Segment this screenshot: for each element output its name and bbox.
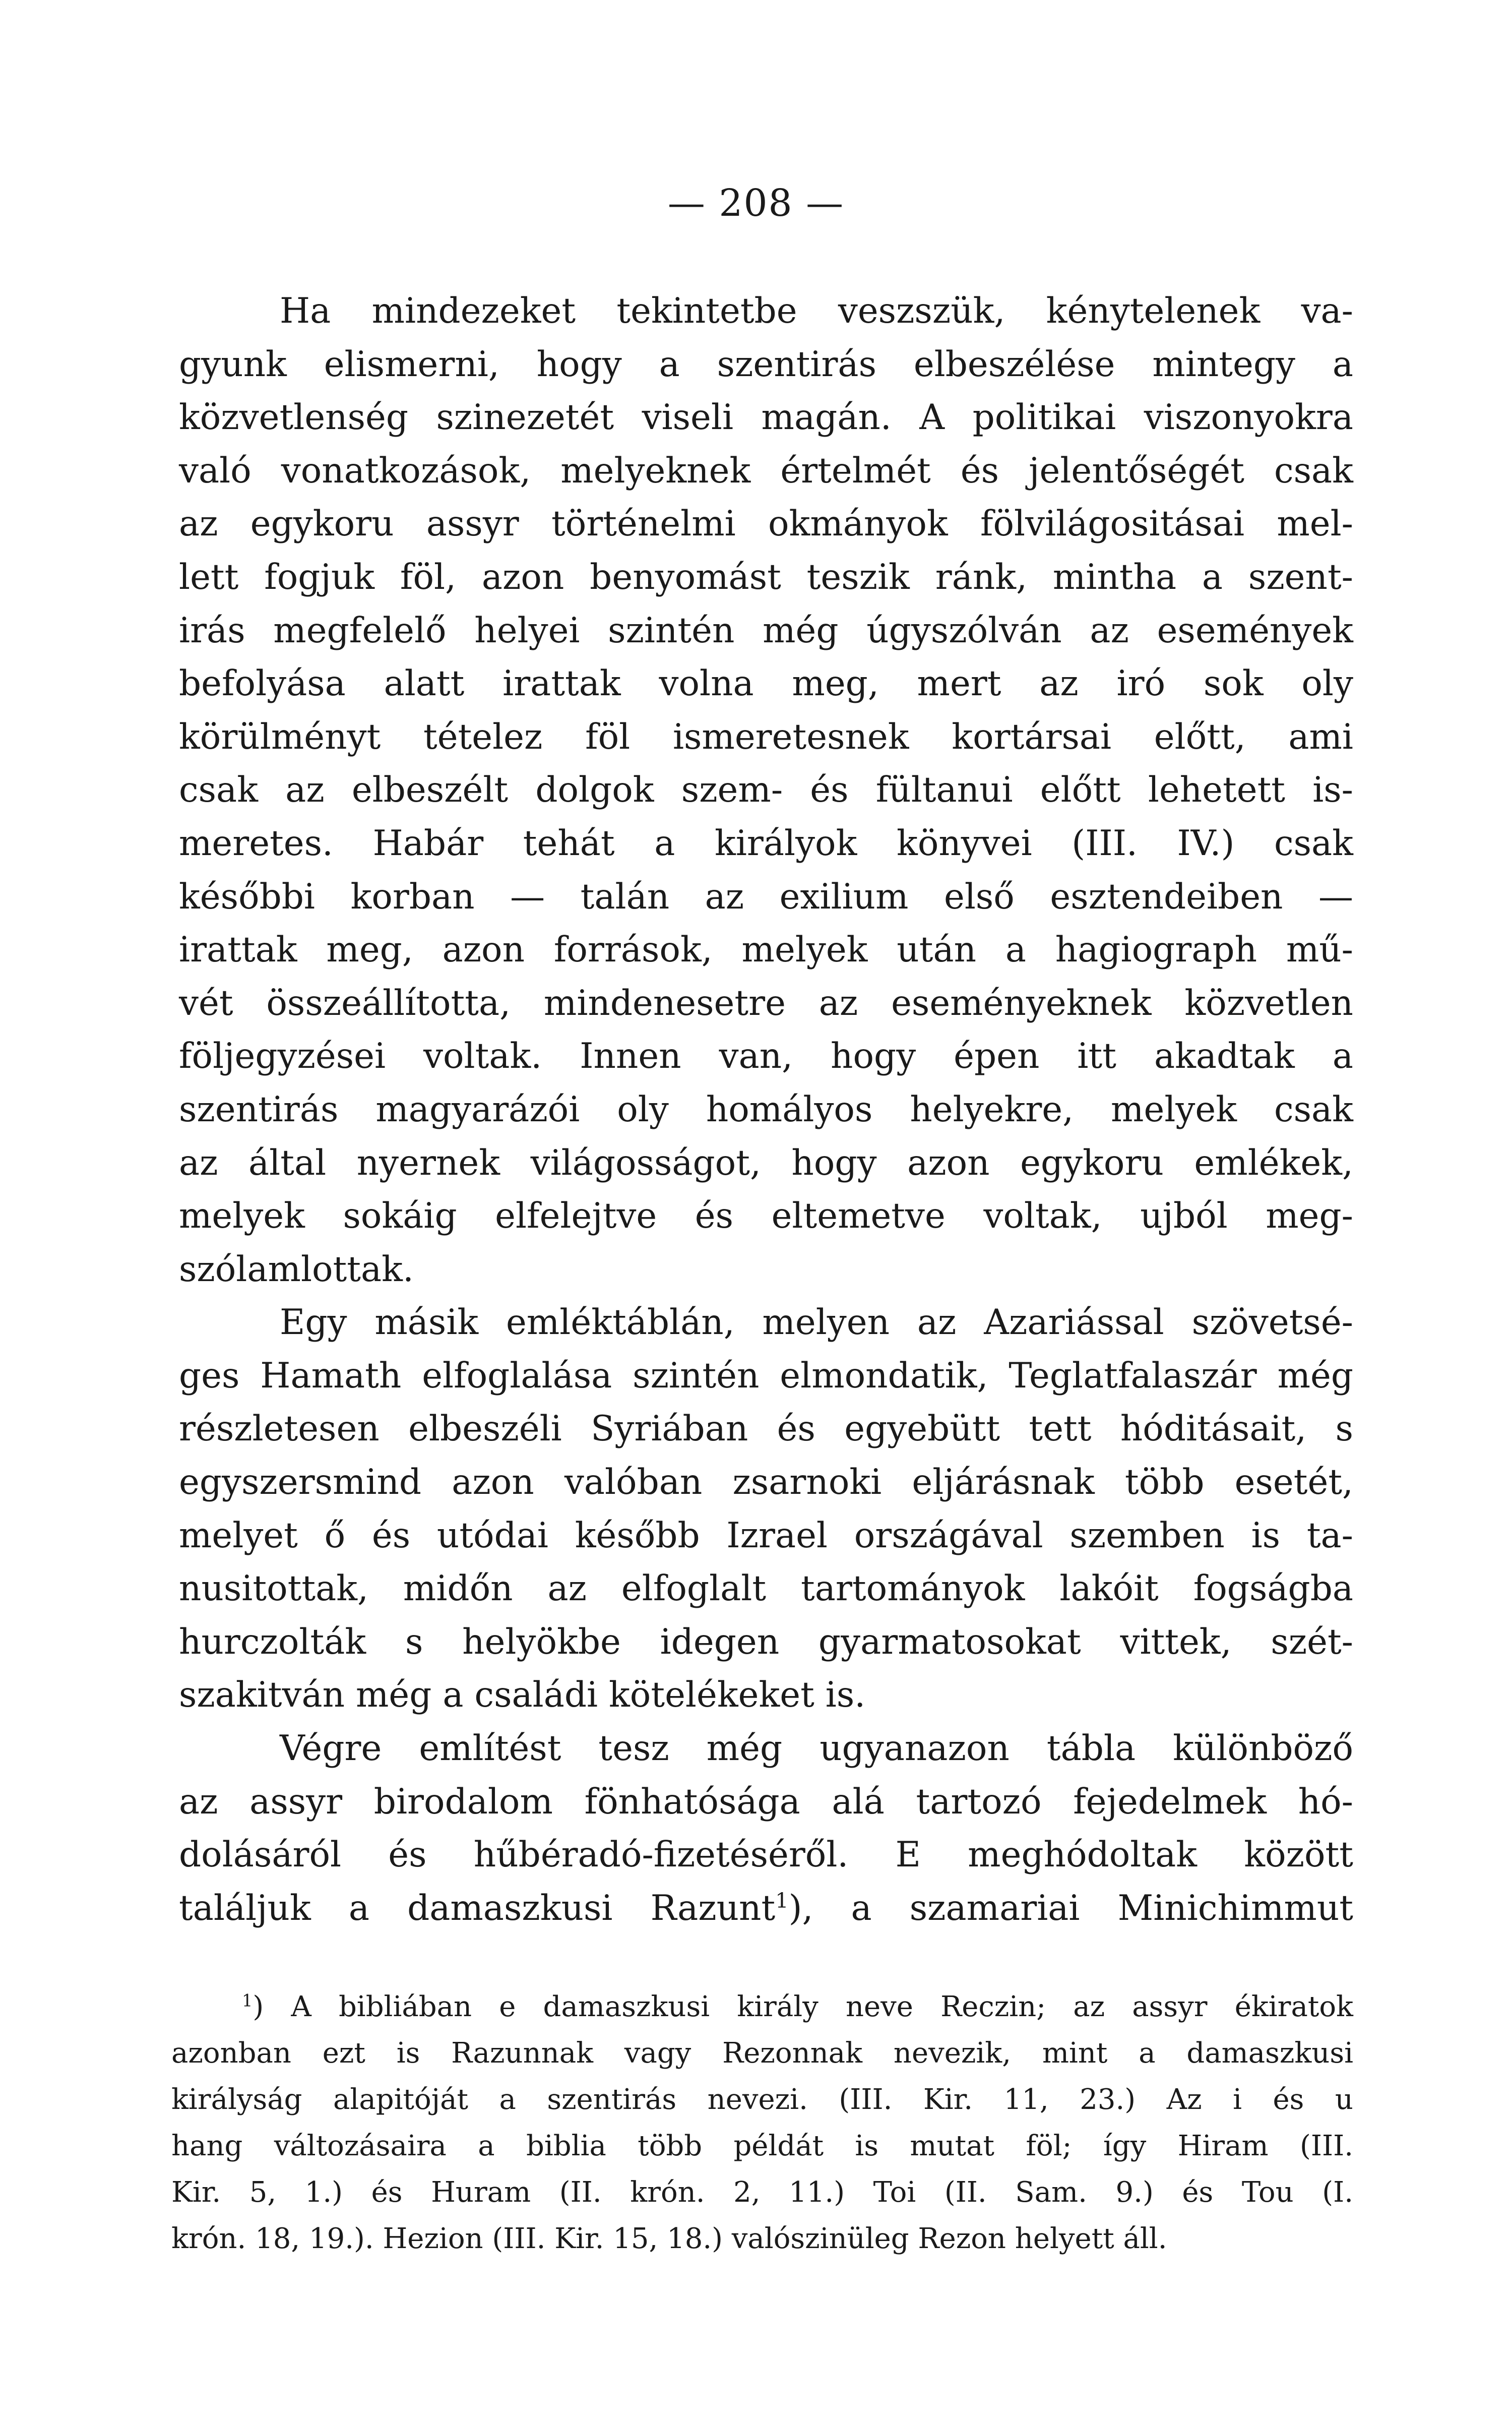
text-line: szentirás magyarázói oly homályos helyekre, melyek csak (179, 1089, 1353, 1130)
text-line: irás megfelelő helyei szintén még úgyszólván az események (179, 610, 1353, 651)
text-line: az egykoru assyr történelmi okmányok fölvilágositásai mel- (179, 504, 1353, 544)
text-line: későbbi korban — talán az exilium első esztendeiben — (179, 876, 1353, 917)
text-line: az assyr birodalom fönhatósága alá tartozó fejedelmek hó- (179, 1781, 1353, 1822)
text-line: melyek sokáig elfelejtve és eltemetve voltak, ujból meg- (179, 1196, 1353, 1237)
text-line: Végre említést tesz még ugyanazon tábla különböző (280, 1728, 1353, 1769)
footnote-line: hang változásaira a biblia több példát is mutat föl; így Hiram (III. (171, 2130, 1353, 2162)
footnote-line: királyság alapitóját a szentirás nevezi. (III. Kir. 11, 23.) Az i és u (171, 2083, 1353, 2116)
text-line: meretes. Habár tehát a királyok könyvei (III. IV.) csak (179, 823, 1353, 864)
footnotes (171, 1984, 1353, 2262)
text-line: ges Hamath elfoglalása szintén elmondatik, Teglatfalaszár még (179, 1355, 1353, 1396)
text-line: gyunk elismerni, hogy a szentirás elbeszélése mintegy a (179, 344, 1353, 385)
footnote-line (171, 1984, 1353, 2030)
text-line: följegyzései voltak. Innen van, hogy épen itt akadtak a (179, 1036, 1353, 1077)
text-line-with-footnote-ref (179, 1882, 1353, 1935)
text-line: egyszersmind azon valóban zsarnoki eljárásnak több esetét, (179, 1462, 1353, 1503)
text-line: az által nyernek világosságot, hogy azon egykoru emlékek, (179, 1142, 1353, 1183)
text-line: szakitván még a családi kötelékeket is. (179, 1675, 866, 1716)
footnote-line: azonban ezt is Razunnak vagy Rezonnak nevezik, mint a damaszkusi (171, 2037, 1353, 2070)
text-line: Ha mindezeket tekintetbe veszszük, kénytelenek va- (280, 291, 1353, 331)
footnote-marker: 1 (242, 1990, 253, 2011)
footnote-line: krón. 18, 19.). Hezion (III. Kir. 15, 18.) valószinüleg Rezon helyett áll. (171, 2222, 1167, 2255)
text-line: irattak meg, azon források, melyek után a hagiograph mű- (179, 930, 1353, 971)
footnote-line: Kir. 5, 1.) és Huram (II. krón. 2, 11.) Toi (II. Sam. 9.) és Tou (I. (171, 2176, 1353, 2209)
text-segment: ), a szamariai Minichimmut (788, 1888, 1353, 1928)
text-line: részletesen elbeszéli Syriában és egyebütt tett hóditásait, s (179, 1409, 1353, 1449)
text-line: nusitottak, midőn az elfoglalt tartományok lakóit fogságba (179, 1568, 1353, 1609)
page-number: — 208 — (667, 182, 845, 225)
text-line: közvetlenség szinezetét viseli magán. A politikai viszonyokra (179, 397, 1353, 438)
text-line: csak az elbeszélt dolgok szem- és fültanui előtt lehetett is- (179, 770, 1353, 811)
text-line: való vonatkozások, melyeknek értelmét és jelentőségét csak (179, 450, 1353, 491)
text-line: Egy másik emléktáblán, melyen az Azariással szövetsé- (280, 1302, 1353, 1343)
body-text (179, 285, 1353, 1935)
text-line: hurczolták s helyökbe idegen gyarmatosokat vittek, szét- (179, 1621, 1353, 1662)
text-line: vét összeállította, mindenesetre az eseményeknek közvetlen (179, 983, 1353, 1023)
text-line: körülményt tételez föl ismeretesnek kortársai előtt, ami (179, 716, 1353, 757)
text-line: lett fogjuk föl, azon benyomást teszik ránk, mintha a szent- (179, 557, 1353, 597)
text-line: befolyása alatt irattak volna meg, mert az iró sok oly (179, 663, 1353, 704)
text-line: szólamlottak. (179, 1249, 414, 1290)
text-segment: ) A bibliában e damaszkusi király neve Reczin; az assyr ékiratok (253, 1990, 1353, 2023)
text-line: melyet ő és utódai később Izrael országával szemben is ta- (179, 1515, 1353, 1556)
footnote-reference: 1 (775, 1888, 789, 1913)
text-segment: találjuk a damaszkusi Razunt (179, 1888, 776, 1928)
text-line: dolásáról és hűbéradó-fizetéséről. E meghódoltak között (179, 1835, 1353, 1876)
